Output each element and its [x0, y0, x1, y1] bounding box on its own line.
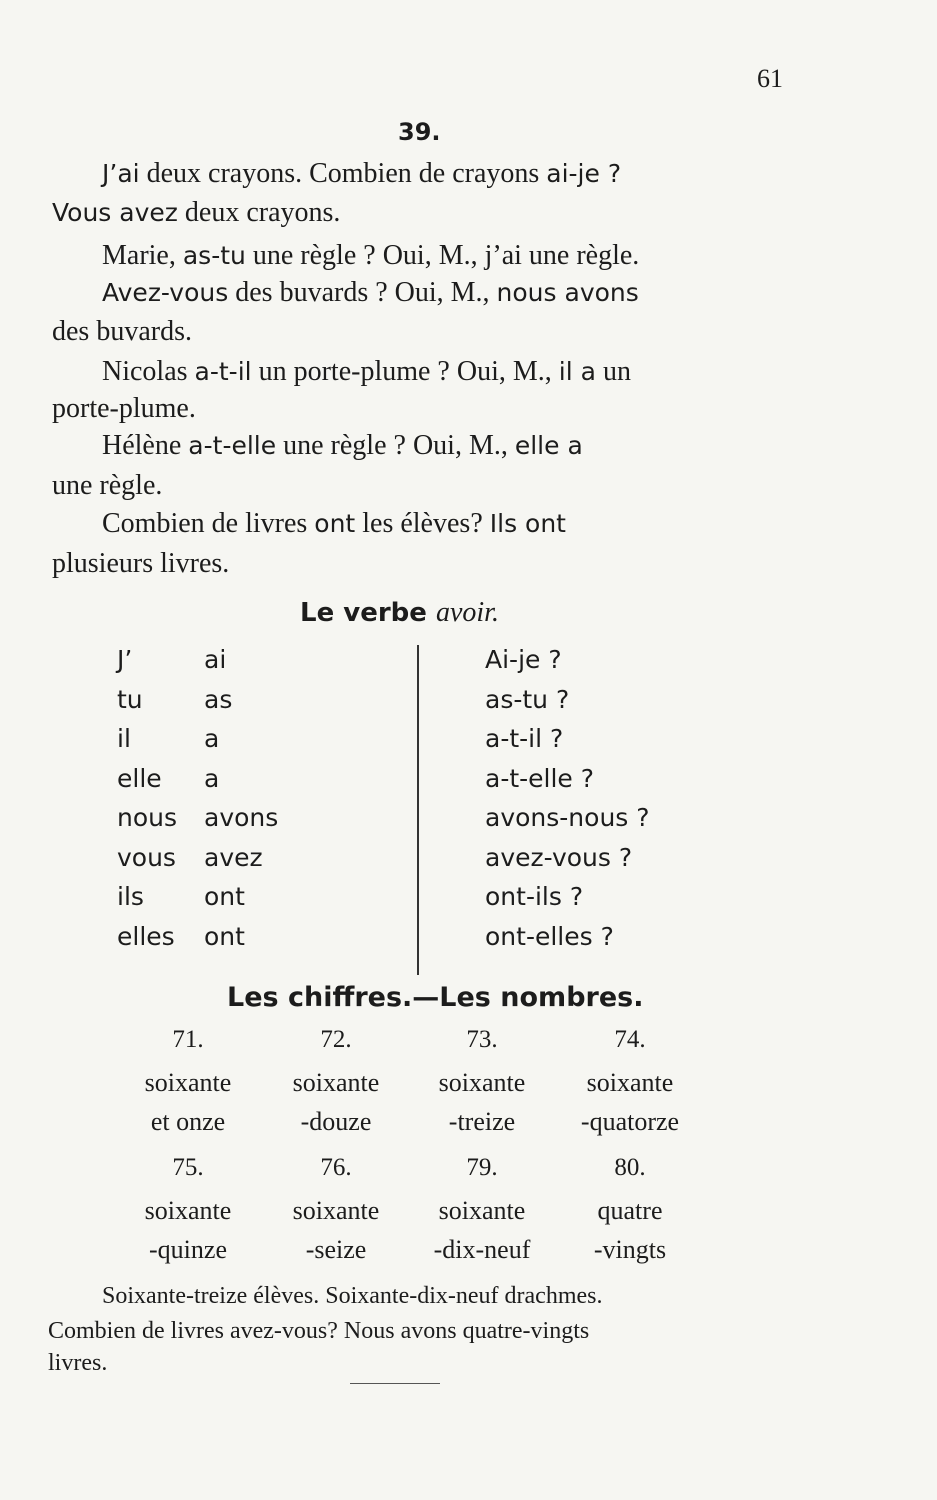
conjugation-form: ont	[204, 882, 245, 911]
conjugation-form: ont	[204, 921, 245, 951]
closing-line: Soixante-treize élèves. Soixante-dix-neuf drachmes.	[102, 1283, 603, 1309]
conjugation-question: avons-nous ?	[485, 803, 650, 832]
paragraph-line	[52, 548, 229, 580]
text-run: un	[595, 356, 631, 387]
text-run: une règle ? Oui, M.,	[276, 430, 515, 461]
number-word: soixante	[438, 1068, 526, 1097]
number-word-suffix: -quatorze	[580, 1107, 680, 1136]
text-run: une règle.	[52, 470, 163, 501]
conjugation-form: a	[204, 763, 220, 793]
conjugation-pronoun: il	[117, 724, 131, 753]
paragraph-line	[52, 197, 340, 229]
emphasis-text: elle a	[514, 431, 583, 460]
emphasis-text: il a	[558, 357, 596, 386]
emphasis-text: a-t-elle	[188, 431, 277, 460]
text-run: un porte-plume ? Oui, M.,	[251, 356, 559, 387]
text-run: les élèves?	[355, 508, 490, 539]
conjugation-pronoun: J’	[117, 645, 133, 674]
conjugation-pronoun: vous	[117, 842, 176, 872]
number-figure: 79.	[466, 1154, 498, 1181]
text-run: une règle ? Oui, M., j’ai une règle.	[245, 240, 640, 271]
conjugation-divider	[417, 645, 419, 975]
conjugation-question: a-t-elle ?	[485, 763, 595, 793]
number-figure: 73.	[466, 1026, 498, 1053]
emphasis-text: as-tu	[182, 241, 246, 270]
number-figure: 71.	[172, 1026, 204, 1053]
number-word: soixante	[586, 1068, 674, 1097]
number-figure: 74.	[614, 1026, 646, 1053]
emphasis-text: J’ai	[102, 159, 140, 188]
conjugation-question: a-t-il ?	[485, 724, 564, 753]
conjugation-pronoun: tu	[117, 684, 143, 714]
text-run: deux crayons. Combien de crayons	[139, 158, 547, 189]
verb-heading-label: Le verbe	[300, 598, 427, 628]
paragraph-line	[52, 316, 192, 348]
conjugation-question: ont-elles ?	[485, 921, 614, 951]
emphasis-text: ont	[314, 509, 356, 538]
paragraph-line	[52, 470, 162, 502]
text-run: Combien de livres	[102, 508, 315, 539]
paragraph-line	[52, 393, 196, 425]
verb-heading	[300, 597, 499, 629]
text-run: plusieurs livres.	[52, 548, 230, 579]
emphasis-text: ai-je ?	[546, 159, 622, 188]
emphasis-text: Ils ont	[489, 509, 566, 538]
text-run: porte-plume.	[52, 393, 196, 424]
number-word: soixante	[438, 1196, 526, 1225]
number-word-suffix: -seize	[305, 1235, 367, 1264]
number-figure: 75.	[172, 1154, 204, 1181]
emphasis-text: a-t-il	[194, 357, 252, 386]
number-word-suffix: -dix-neuf	[433, 1235, 531, 1264]
number-word: quatre	[597, 1196, 663, 1225]
conjugation-pronoun: ils	[117, 882, 144, 911]
number-word: soixante	[292, 1068, 380, 1097]
conjugation-form: avons	[204, 803, 279, 832]
number-figure: 72.	[320, 1026, 352, 1053]
number-word-suffix: -quinze	[149, 1235, 227, 1264]
conjugation-pronoun: elles	[117, 921, 175, 951]
number-figure: 76.	[320, 1154, 352, 1181]
emphasis-text: Avez-vous	[102, 278, 229, 307]
emphasis-text: nous avons	[496, 278, 639, 307]
number-word: soixante	[144, 1068, 232, 1097]
paragraph-line	[102, 158, 621, 190]
paragraph-line	[102, 356, 631, 388]
paragraph-line	[102, 508, 566, 540]
lesson-number: 39.	[398, 118, 441, 146]
number-word: soixante	[292, 1196, 380, 1225]
text-run: des buvards ? Oui, M.,	[228, 277, 497, 308]
number-figure: 80.	[614, 1154, 646, 1181]
conjugation-question: ont-ils ?	[485, 882, 584, 911]
closing-line: Combien de livres avez-vous? Nous avons quatre-vingts	[48, 1318, 590, 1344]
conjugation-form: avez	[204, 842, 263, 872]
conjugation-pronoun: elle	[117, 763, 162, 793]
number-word-suffix: -treize	[448, 1107, 516, 1136]
number-word-suffix: et onze	[150, 1107, 226, 1136]
number-word: soixante	[144, 1196, 232, 1225]
conjugation-pronoun: nous	[117, 803, 178, 832]
conjugation-form: ai	[204, 645, 227, 674]
number-word-suffix: -vingts	[593, 1235, 667, 1264]
closing-line: livres.	[48, 1350, 108, 1376]
paragraph-line	[102, 430, 583, 462]
emphasis-text: Vous avez	[52, 198, 178, 227]
number-word-suffix: -douze	[300, 1107, 372, 1136]
footer-rule	[350, 1383, 440, 1384]
conjugation-question: as-tu ?	[485, 684, 570, 714]
numbers-heading: Les chiffres.—Les nombres.	[227, 982, 644, 1013]
paragraph-line	[102, 240, 639, 272]
verb-heading-verb: avoir.	[435, 597, 499, 628]
conjugation-form: a	[204, 724, 220, 753]
text-run: Nicolas	[102, 356, 195, 387]
conjugation-question: Ai-je ?	[485, 645, 562, 674]
text-run: deux crayons.	[177, 197, 341, 228]
text-run: Hélène	[102, 430, 189, 461]
text-run: des buvards.	[52, 316, 192, 347]
page-number: 61	[757, 64, 783, 93]
conjugation-form: as	[204, 684, 233, 714]
paragraph-line	[102, 277, 639, 309]
text-run: Marie,	[102, 240, 183, 271]
conjugation-question: avez-vous ?	[485, 842, 633, 872]
